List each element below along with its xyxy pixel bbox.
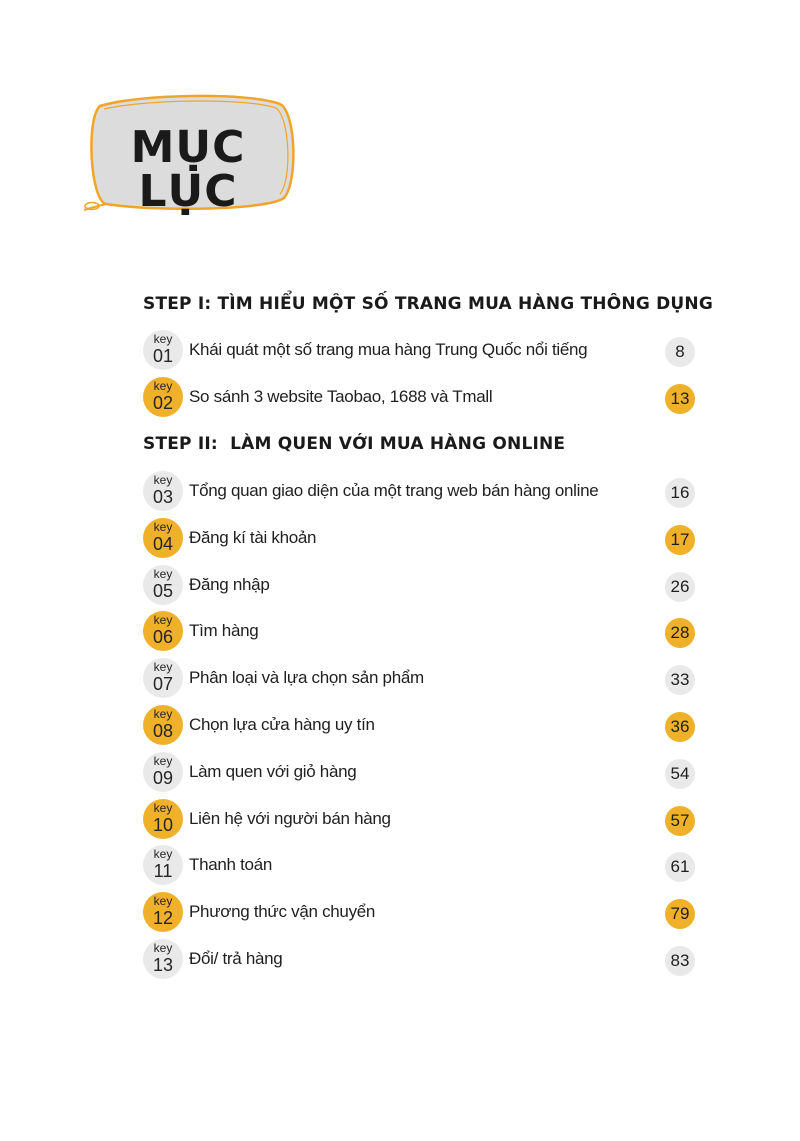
- toc-entry[interactable]: [143, 799, 695, 839]
- page-number-badge: 33: [665, 665, 695, 695]
- key-number: 09: [152, 768, 174, 788]
- toc-entry[interactable]: [143, 939, 695, 979]
- key-badge: [143, 330, 183, 370]
- key-label: key: [153, 473, 173, 487]
- page-number-badge: 8: [665, 337, 695, 367]
- page-number-badge: 16: [665, 478, 695, 508]
- toc-entry[interactable]: [143, 611, 695, 651]
- toc-entry[interactable]: [143, 705, 695, 745]
- page-number-badge: 26: [665, 572, 695, 602]
- key-number: 02: [152, 393, 174, 413]
- key-number: 13: [152, 955, 174, 975]
- key-badge: [143, 658, 183, 698]
- page-number-badge: 36: [665, 712, 695, 742]
- toc-entry[interactable]: [143, 892, 695, 932]
- key-badge: [143, 471, 183, 511]
- key-badge: [143, 845, 183, 885]
- toc-entry[interactable]: [143, 377, 695, 417]
- key-badge: [143, 518, 183, 558]
- page-number-badge: 54: [665, 759, 695, 789]
- toc-entry[interactable]: [143, 565, 695, 605]
- key-number: 07: [152, 674, 174, 694]
- key-badge: [143, 565, 183, 605]
- key-label: key: [153, 332, 173, 346]
- key-badge: [143, 892, 183, 932]
- key-label: key: [153, 707, 173, 721]
- key-label: key: [153, 754, 173, 768]
- key-badge: [143, 377, 183, 417]
- page-title: MỤC LỤC: [130, 122, 246, 217]
- entry-title: Đổi/ trả hàng: [189, 949, 283, 968]
- entry-title: Làm quen với giỏ hàng: [189, 762, 357, 781]
- key-number: 12: [152, 908, 174, 928]
- entry-title: Tổng quan giao diện của một trang web bán hàng online: [189, 481, 599, 500]
- key-label: key: [153, 613, 173, 627]
- page-number-badge: 13: [665, 384, 695, 414]
- entry-title: Khái quát một số trang mua hàng Trung Quốc nổi tiếng: [189, 340, 588, 359]
- toc-entry[interactable]: [143, 752, 695, 792]
- toc-entry[interactable]: [143, 330, 695, 370]
- page-number-badge: 17: [665, 525, 695, 555]
- key-label: key: [153, 894, 173, 908]
- key-badge: [143, 799, 183, 839]
- key-label: key: [153, 379, 173, 393]
- key-badge: [143, 752, 183, 792]
- section-heading: STEP I: TÌM HIỂU MỘT SỐ TRANG MUA HÀNG THÔNG DỤNG: [143, 294, 713, 314]
- key-number: 11: [153, 861, 173, 881]
- entry-title: Chọn lựa cửa hàng uy tín: [189, 715, 375, 734]
- page-number-badge: 28: [665, 618, 695, 648]
- key-number: 10: [152, 815, 174, 835]
- toc-entry[interactable]: [143, 658, 695, 698]
- entry-title: Phân loại và lựa chọn sản phẩm: [189, 668, 424, 687]
- key-number: 06: [152, 627, 174, 647]
- entry-title: Liên hệ với người bán hàng: [189, 809, 391, 828]
- key-number: 04: [152, 534, 174, 554]
- key-label: key: [153, 660, 173, 674]
- page-number-badge: 79: [665, 899, 695, 929]
- key-label: key: [153, 941, 173, 955]
- entry-title: Tìm hàng: [189, 621, 259, 640]
- entry-title: Thanh toán: [189, 855, 273, 874]
- key-number: 08: [152, 721, 174, 741]
- key-badge: [143, 611, 183, 651]
- key-label: key: [153, 567, 173, 581]
- section-heading: STEP II: LÀM QUEN VỚI MUA HÀNG ONLINE: [143, 434, 566, 454]
- toc-entry[interactable]: [143, 471, 695, 511]
- entry-title: Phương thức vận chuyển: [189, 902, 376, 921]
- toc-entry[interactable]: [143, 845, 695, 885]
- key-badge: [143, 939, 183, 979]
- page-number-badge: 83: [665, 946, 695, 976]
- key-number: 03: [152, 487, 174, 507]
- key-number: 05: [152, 581, 174, 601]
- key-label: key: [153, 801, 173, 815]
- entry-title: So sánh 3 website Taobao, 1688 và Tmall: [189, 387, 493, 406]
- page-number-badge: 57: [665, 806, 695, 836]
- key-badge: [143, 705, 183, 745]
- entry-title: Đăng kí tài khoản: [189, 528, 317, 547]
- key-label: key: [153, 847, 173, 861]
- toc-entry[interactable]: [143, 518, 695, 558]
- key-label: key: [153, 520, 173, 534]
- page-number-badge: 61: [665, 852, 695, 882]
- key-number: 01: [152, 346, 174, 366]
- entry-title: Đăng nhập: [189, 575, 270, 594]
